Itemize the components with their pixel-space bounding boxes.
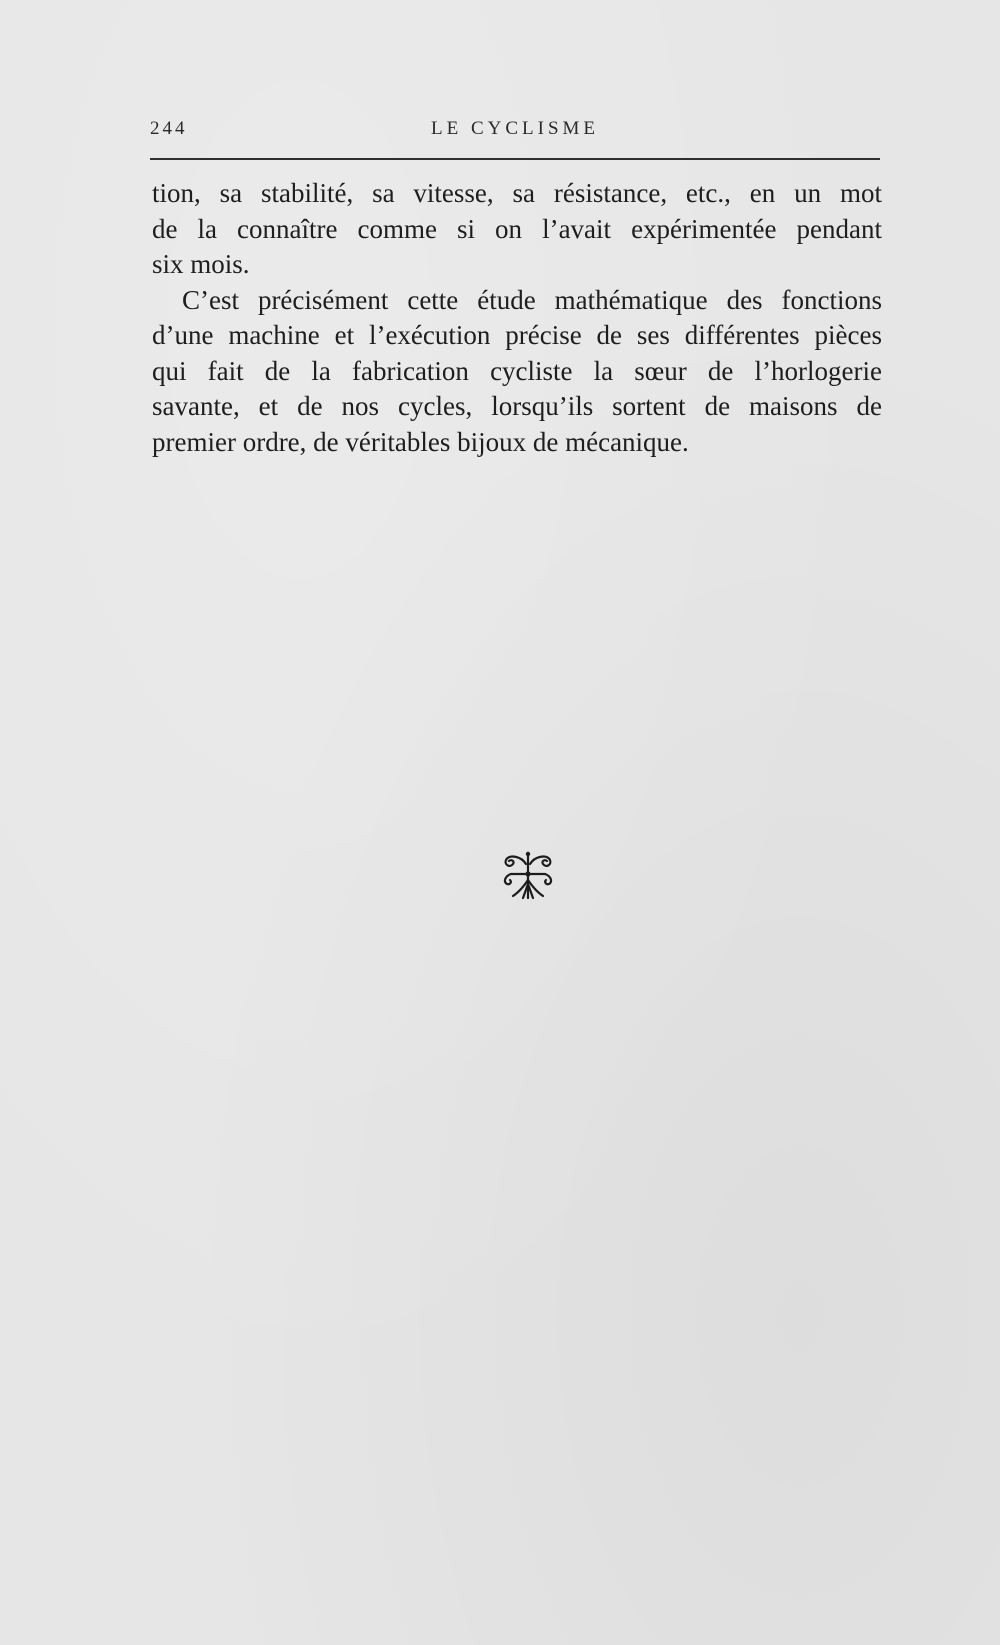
text-line: premier ordre, de véritables bijoux de mécanique.	[152, 426, 689, 457]
body-text	[152, 176, 882, 460]
running-title: LE CYCLISME	[430, 118, 600, 139]
fleuron-ornament-icon	[497, 850, 559, 902]
text-line: d’une machine et l’exécution précise de ses différentes pièces	[152, 320, 882, 350]
text-line: qui fait de la fabrication cycliste la sœur de l’horlogerie	[152, 355, 882, 386]
running-head	[150, 118, 880, 146]
text-line: de la connaître comme si on l’avait expérimentée pendant	[152, 213, 882, 244]
header-rule	[150, 158, 880, 160]
text-line: six mois.	[152, 249, 250, 279]
text-line: C’est précisément cette étude mathématique des fonctions	[182, 284, 882, 315]
text-line: savante, et de nos cycles, lorsqu’ils sortent de maisons de	[152, 391, 882, 421]
text-line: tion, sa stabilité, sa vitesse, sa résistance, etc., en un mot	[152, 178, 882, 208]
page-number: 244	[150, 118, 188, 139]
